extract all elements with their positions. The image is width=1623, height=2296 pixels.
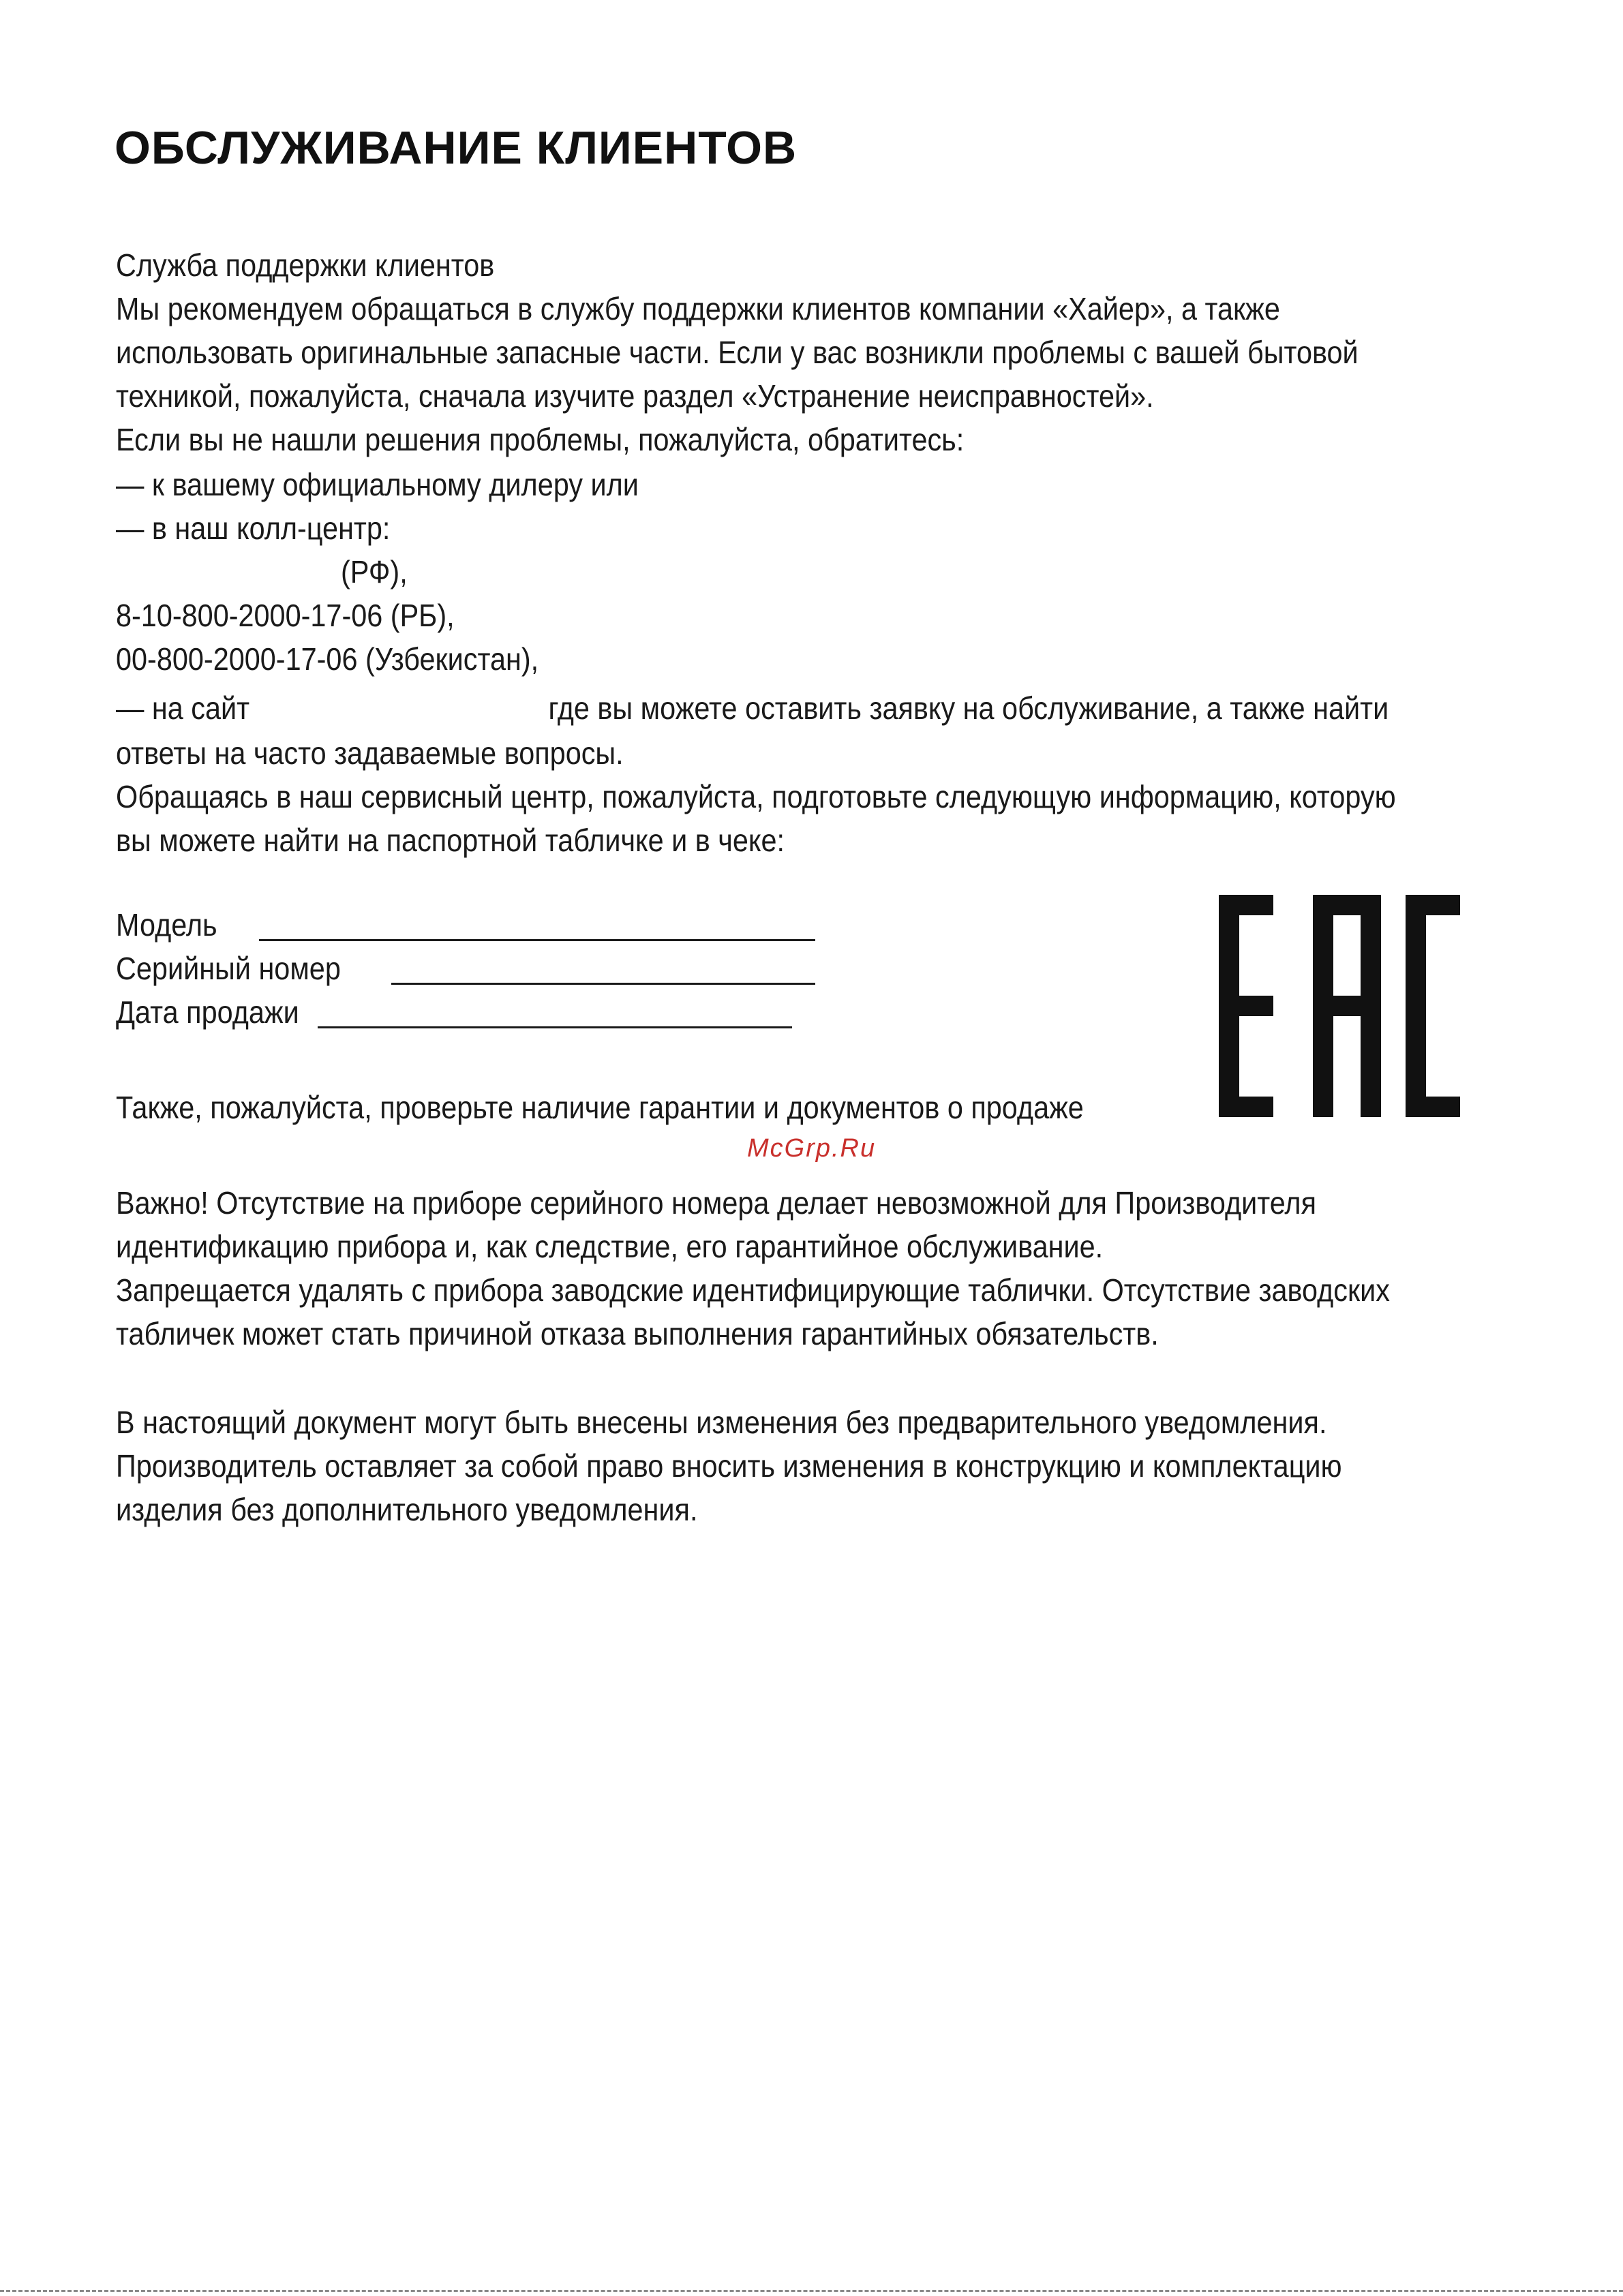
watermark: McGrp.Ru bbox=[747, 1134, 877, 1163]
sale-date-field[interactable] bbox=[318, 1026, 792, 1028]
sale-date-label: Дата продажи bbox=[116, 994, 299, 1030]
body-line: Обращаясь в наш сервисный центр, пожалуйста, подготовьте следующую информацию, которую bbox=[116, 779, 1396, 814]
important-line: идентификацию прибора и, как следствие, его гарантийное обслуживание. bbox=[116, 1229, 1104, 1264]
body-line: вы можете найти на паспортной табличке и в чеке: bbox=[116, 823, 785, 858]
model-field[interactable] bbox=[259, 939, 815, 941]
body-line: техникой, пожалуйста, сначала изучите раздел «Устранение неисправностей». bbox=[116, 378, 1154, 414]
body-line: ответы на часто задаваемые вопросы. bbox=[116, 735, 624, 771]
important-line: Важно! Отсутствие на приборе серийного номера делает невозможной для Производителя bbox=[116, 1185, 1317, 1221]
serial-number-label: Серийный номер bbox=[116, 951, 341, 986]
body-line: Мы рекомендуем обращаться в службу поддержки клиентов компании «Хайер», а также bbox=[116, 291, 1280, 326]
contact-website-line bbox=[116, 690, 1389, 726]
website-suffix: где вы можете оставить заявку на обслуживание, а также найти bbox=[548, 690, 1389, 726]
important-line: табличек может стать причиной отказа выполнения гарантийных обязательств. bbox=[116, 1316, 1159, 1351]
check-documents-note: Также, пожалуйста, проверьте наличие гарантии и документов о продаже bbox=[116, 1090, 1084, 1125]
notice-line: Производитель оставляет за собой право вносить изменения в конструкцию и комплектацию bbox=[116, 1448, 1342, 1484]
notice-line: В настоящий документ могут быть внесены изменения без предварительного уведомления. bbox=[116, 1405, 1327, 1440]
serial-number-field[interactable] bbox=[391, 983, 815, 985]
page-edge-divider bbox=[0, 2290, 1623, 2292]
eac-certification-mark bbox=[1219, 895, 1460, 1117]
important-line: Запрещается удалять с прибора заводские идентифицирующие таблички. Отсутствие заводских bbox=[116, 1272, 1390, 1308]
body-line: Если вы не нашли решения проблемы, пожалуйста, обратитесь: bbox=[116, 422, 965, 457]
contact-option: — в наш колл-центр: bbox=[116, 510, 391, 546]
support-heading: Служба поддержки клиентов bbox=[116, 247, 495, 283]
notice-line: изделия без дополнительного уведомления. bbox=[116, 1492, 698, 1527]
phone-uz: 00-800-2000-17-06 (Узбекистан), bbox=[116, 641, 539, 677]
model-label: Модель bbox=[116, 907, 217, 943]
page-title: ОБСЛУЖИВАНИЕ КЛИЕНТОВ bbox=[115, 122, 798, 174]
phone-by: 8-10-800-2000-17-06 (РБ), bbox=[116, 598, 455, 633]
website-prefix: — на сайт bbox=[116, 690, 250, 726]
phone-ru: (РФ), bbox=[341, 554, 408, 590]
contact-option: — к вашему официальному дилеру или bbox=[116, 467, 639, 502]
eac-letter-c bbox=[1406, 895, 1426, 1117]
body-line: использовать оригинальные запасные части. Если у вас возникли проблемы с вашей бытовой bbox=[116, 335, 1359, 370]
